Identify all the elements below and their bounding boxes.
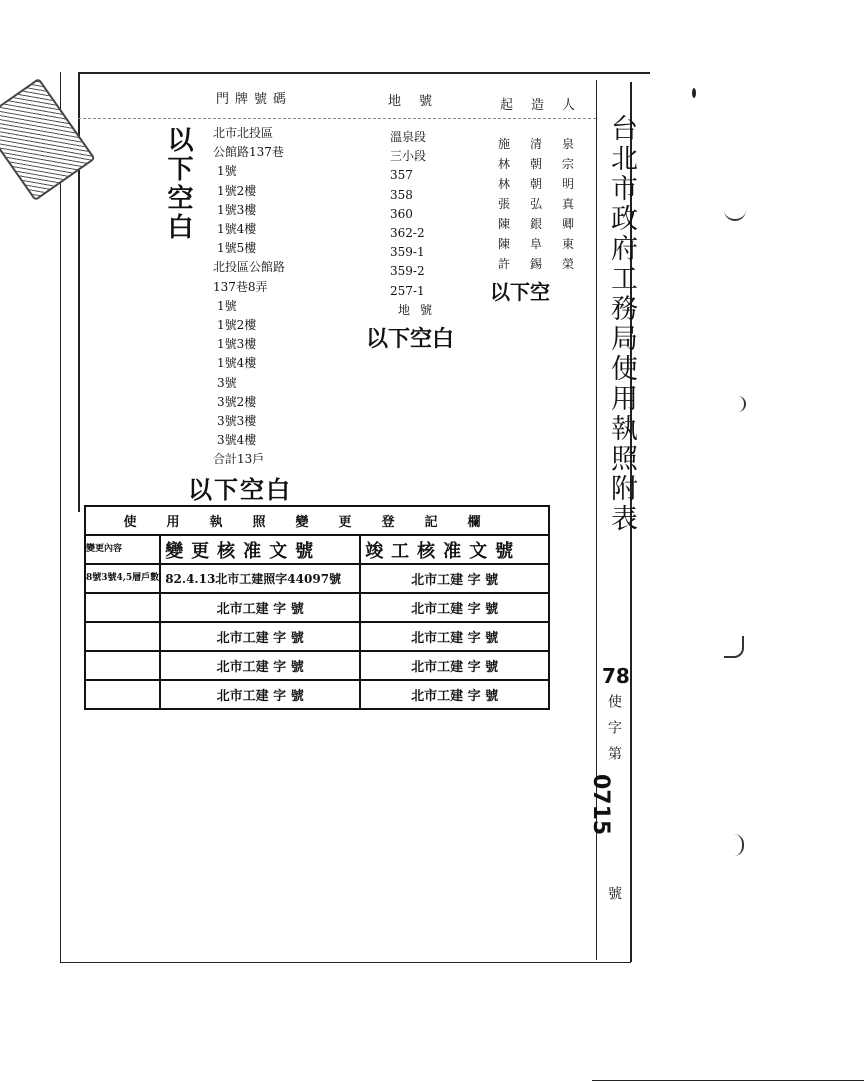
permit-number: 0715 — [588, 774, 613, 836]
lot-line: 358 — [390, 187, 413, 202]
address-line: 3號3樓 — [217, 414, 257, 429]
punch-hole-mark — [730, 396, 746, 412]
address-line: 1號 — [217, 164, 237, 179]
row-content — [85, 622, 160, 651]
address-line: 1號4樓 — [217, 222, 257, 237]
speck — [692, 88, 696, 98]
bottom-rule — [592, 1080, 864, 1081]
lot-list — [390, 128, 442, 320]
builder-list — [498, 134, 594, 274]
row-completion: 北市工建 字 號 — [360, 622, 549, 651]
lot-line: 359-2 — [390, 264, 425, 279]
side-title: 台北市政府工務局使用執照附表 — [606, 114, 637, 534]
table-row — [85, 680, 549, 709]
lot-line: 溫泉段 — [390, 130, 427, 144]
col-change-approval: 變更核准文號 — [160, 535, 360, 564]
address-line: 1號2樓 — [217, 318, 257, 333]
table-row — [85, 564, 549, 593]
address-line: 137巷8弄 — [213, 279, 268, 294]
builder-line: 施清泉 — [498, 137, 595, 151]
address-line: 北投區公館路 — [213, 260, 286, 275]
address-line: 3號4樓 — [217, 433, 257, 448]
header-builder: 起造人 — [500, 98, 594, 113]
builder-line: 林朝宗 — [498, 157, 595, 171]
permit-label: 使字第 — [606, 694, 622, 772]
row-content — [85, 593, 160, 622]
address-line: 1號4樓 — [217, 356, 257, 371]
row-completion: 北市工建 字 號 — [360, 680, 549, 709]
header-lot: 地號 — [388, 94, 451, 109]
builder-line: 張弘真 — [498, 197, 595, 211]
punch-hole-mark — [724, 636, 744, 658]
row-approval: 82.4.13北市工建照字44097號 — [160, 564, 360, 593]
left-blank-note: 以下空白 — [163, 126, 193, 242]
address-line: 3號 — [217, 375, 237, 390]
header-rule — [78, 118, 596, 119]
row-approval: 北市工建 字 號 — [160, 593, 360, 622]
builder-line: 林朝明 — [498, 177, 595, 191]
lot-blank-note: 以下空白 — [366, 327, 455, 352]
table-row — [85, 651, 549, 680]
builder-blank-note: 以下空 — [490, 280, 550, 304]
row-content: 8號3號4,5層戶數 — [85, 564, 160, 593]
lot-line: 357 — [390, 168, 413, 183]
address-list — [213, 124, 285, 470]
address-line: 1號3樓 — [217, 202, 257, 217]
row-content — [85, 651, 160, 680]
row-approval: 北市工建 字 號 — [160, 680, 360, 709]
address-line: 1號3樓 — [217, 337, 257, 352]
table-row — [85, 622, 549, 651]
lot-line: 257-1 — [390, 283, 425, 298]
row-approval: 北市工建 字 號 — [160, 622, 360, 651]
change-register-table — [84, 505, 550, 710]
row-completion: 北市工建 字 號 — [360, 593, 549, 622]
lot-line: 362-2 — [390, 226, 425, 241]
header-address: 門牌號碼 — [216, 92, 293, 107]
lot-line: 地號 — [398, 302, 443, 317]
row-completion: 北市工建 字 號 — [360, 651, 549, 680]
lot-line: 359-1 — [390, 245, 425, 260]
builder-line: 陳阜東 — [498, 237, 595, 251]
row-content — [85, 680, 160, 709]
register-title: 使用執照變更登記欄 — [85, 506, 549, 535]
address-line: 1號2樓 — [217, 183, 257, 198]
address-line: 1號 — [217, 298, 237, 313]
lot-line: 360 — [390, 206, 413, 221]
table-row — [85, 593, 549, 622]
address-line: 1號5樓 — [217, 241, 257, 256]
address-blank-note: 以下空白 — [188, 476, 292, 504]
row-completion: 北市工建 字 號 — [360, 564, 549, 593]
address-line: 3號2樓 — [217, 394, 257, 409]
punch-hole-mark — [724, 205, 746, 221]
builder-line: 許錫榮 — [498, 257, 595, 271]
address-line: 北市北投區 — [213, 126, 274, 140]
builder-line: 陳銀卿 — [498, 217, 595, 231]
punch-hole-mark — [726, 834, 744, 856]
address-line: 公館路137巷 — [213, 145, 284, 160]
row-approval: 北市工建 字 號 — [160, 651, 360, 680]
permit-year: 78 — [602, 664, 630, 688]
permit-suffix: 號 — [606, 886, 622, 900]
address-line: 合計13戶 — [213, 452, 265, 467]
col-completion-approval: 竣工核准文號 — [360, 535, 549, 564]
lot-line: 三小段 — [390, 149, 427, 164]
col-change-content: 變更內容 — [85, 535, 160, 564]
